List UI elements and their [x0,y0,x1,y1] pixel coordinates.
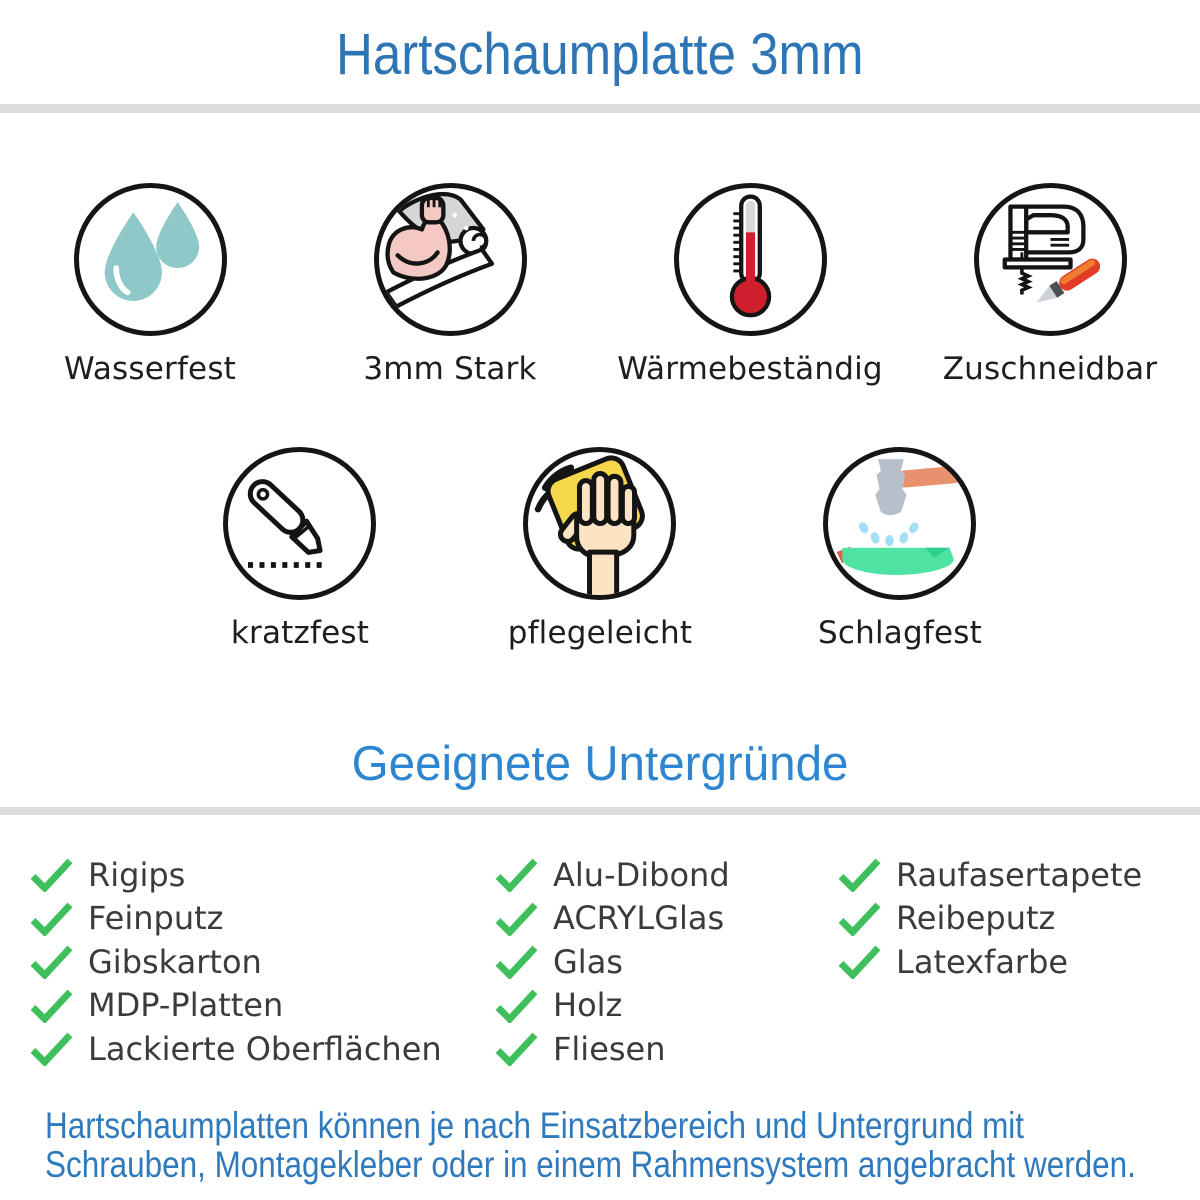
substrate-label: Glas [553,942,623,981]
check-icon [495,1031,538,1066]
feature-label: Schlagfest [817,615,982,651]
footer-note [45,1106,1200,1184]
feature-label: kratzfest [230,615,370,651]
substrate-label: Gibskarton [88,942,262,981]
feature-icon-circle [974,183,1127,336]
divider-middle [0,807,1200,815]
water-drops-icon [79,188,222,331]
wiping-hand-icon [528,452,671,595]
feature-icon-circle [523,447,676,600]
check-icon [495,857,538,892]
feature-pflegeleicht [450,447,750,651]
check-icon [30,944,73,979]
hammer-icon [828,452,971,595]
substrate-label: Reibeputz [896,899,1056,938]
check-icon [838,901,881,936]
substrate-item [30,940,495,984]
feature-label: 3mm Stark [363,351,537,387]
substrate-label: ACRYLGlas [553,899,725,938]
feature-row-1 [0,183,1200,387]
substrate-item [30,984,495,1028]
feature-schlagfest [750,447,1050,651]
check-icon [838,857,881,892]
substrate-item [495,940,838,984]
substrate-column-3 [838,853,1188,1071]
feature-label: Wärmebeständig [617,351,883,387]
jigsaw-knife-icon [979,188,1122,331]
footer-line-2: Schrauben, Montagekleber oder in einem Rahmensystem angebracht werden. [45,1144,1136,1185]
strong-arm-icon [379,188,522,331]
footer-line-1: Hartschaumplatten können je nach Einsatzbereich und Untergrund mit [45,1105,1025,1146]
substrate-item [838,853,1188,897]
substrate-item [838,940,1188,984]
substrate-label: MDP-Platten [88,986,284,1025]
substrate-item [838,897,1188,941]
substrate-item [495,897,838,941]
substrate-label: Feinputz [88,899,224,938]
feature-wasserfest [0,183,300,387]
feature-icon-circle [823,447,976,600]
substrate-item [495,1027,838,1071]
check-icon [495,901,538,936]
substrate-column-2 [495,853,838,1071]
substrate-item [30,1027,495,1071]
feature-3mm-stark [300,183,600,387]
divider-top [0,104,1200,113]
substrate-label: Fliesen [553,1029,666,1068]
utility-knife-icon [228,452,371,595]
feature-icon-circle [374,183,527,336]
thermometer-icon [679,188,822,331]
check-icon [30,1031,73,1066]
substrate-checklist [30,853,1188,1071]
page-title [0,20,1200,90]
substrate-item [495,984,838,1028]
feature-icon-circle [74,183,227,336]
check-icon [30,901,73,936]
feature-icon-circle [223,447,376,600]
check-icon [495,988,538,1023]
substrate-item [30,853,495,897]
substrate-label: Lackierte Oberflächen [88,1029,442,1068]
feature-zuschneidbar [900,183,1200,387]
substrate-column-1 [30,853,495,1071]
feature-kratzfest [150,447,450,651]
substrate-label: Raufasertapete [896,855,1143,894]
feature-label: Zuschneidbar [942,351,1158,387]
feature-label: Wasserfest [63,351,237,387]
substrate-item [30,897,495,941]
page-title-text: Hartschaumplatte 3mm [336,22,864,87]
substrate-label: Holz [553,986,623,1025]
feature-icon-circle [674,183,827,336]
feature-label: pflegeleicht [507,615,693,651]
feature-waermebestaendig [600,183,900,387]
section-title-untergruende [0,736,1200,792]
substrate-label: Alu-Dibond [553,855,730,894]
check-icon [30,857,73,892]
substrate-label: Rigips [88,855,186,894]
section-title-text: Geeignete Untergründe [351,737,849,791]
substrate-item [495,853,838,897]
check-icon [838,944,881,979]
substrate-label: Latexfarbe [896,942,1069,981]
feature-row-2 [150,447,1050,651]
check-icon [495,944,538,979]
check-icon [30,988,73,1023]
